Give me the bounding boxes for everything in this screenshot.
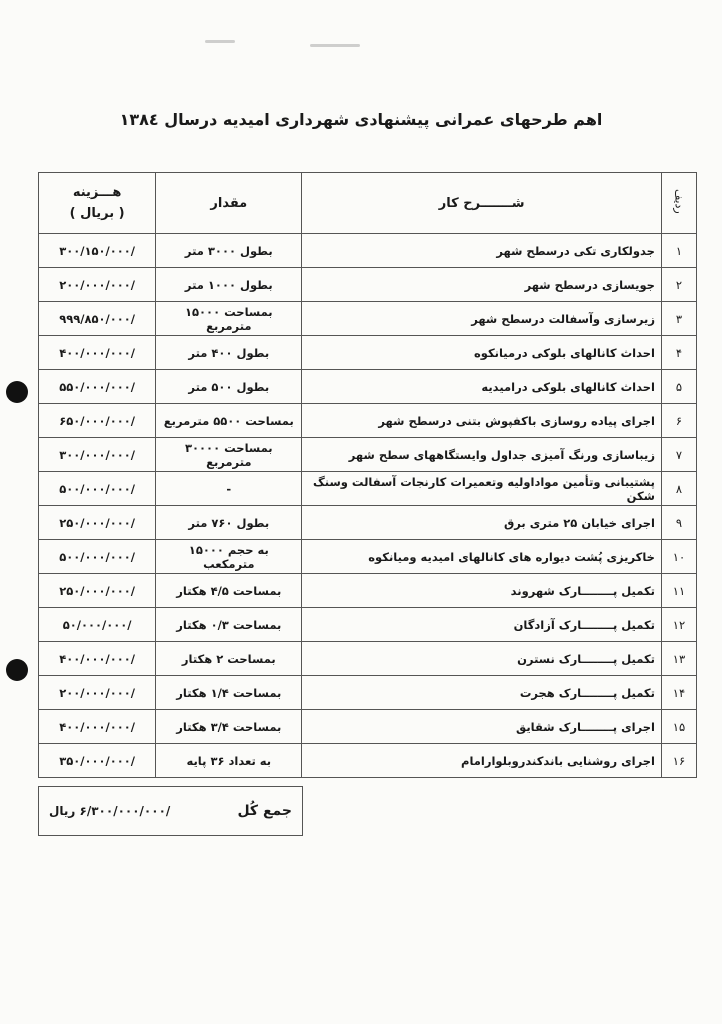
row-quantity: بمساحت ۳۰۰۰۰ مترمربع: [156, 438, 302, 472]
row-description: جویسازی درسطح شهر: [302, 268, 662, 302]
row-description: خاکریزی پُشت دیواره های کانالهای امیدیه ومیانکوه: [302, 540, 662, 574]
punch-hole: [6, 381, 28, 403]
table-row: [39, 574, 697, 608]
row-quantity: به تعداد ۳۶ پایه: [156, 744, 302, 778]
grand-total-value: /۶/۳۰۰/۰۰۰/۰۰۰ ریال: [49, 804, 171, 818]
row-number: ۱۵: [661, 710, 696, 744]
row-number: ۷: [661, 438, 696, 472]
row-cost: ۴۰۰/۰۰۰/۰۰۰/: [39, 710, 156, 744]
row-quantity: بطول ۵۰۰ متر: [156, 370, 302, 404]
scan-smudge: [205, 40, 235, 43]
scan-smudge: [310, 44, 360, 47]
row-quantity: -: [156, 472, 302, 506]
row-number: ۵: [661, 370, 696, 404]
row-cost: ۲۵۰/۰۰۰/۰۰۰/: [39, 506, 156, 540]
row-number: ۴: [661, 336, 696, 370]
row-quantity: بمساحت ۱۵۰۰۰ مترمربع: [156, 302, 302, 336]
row-cost: ۳۵۰/۰۰۰/۰۰۰/: [39, 744, 156, 778]
table-row: [39, 506, 697, 540]
row-number: ۱۱: [661, 574, 696, 608]
row-cost: ۳۰۰/۰۰۰/۰۰۰/: [39, 438, 156, 472]
row-quantity: به حجم ۱۵۰۰۰ مترمکعب: [156, 540, 302, 574]
row-number: ۱۰: [661, 540, 696, 574]
row-number: ۱: [661, 234, 696, 268]
row-cost: ۲۵۰/۰۰۰/۰۰۰/: [39, 574, 156, 608]
row-cost: ۵۵۰/۰۰۰/۰۰۰/: [39, 370, 156, 404]
row-description: اجرای خیابان ۲۵ متری برق: [302, 506, 662, 540]
row-number: ۱۶: [661, 744, 696, 778]
row-description: اجرای پیاده روسازی باکفپوش بتنی درسطح شهر: [302, 404, 662, 438]
row-number: ۳: [661, 302, 696, 336]
row-cost: ۶۵۰/۰۰۰/۰۰۰/: [39, 404, 156, 438]
header-description: شـــــــرح کار: [302, 173, 662, 234]
row-cost: ۵۰۰/۰۰۰/۰۰۰/: [39, 540, 156, 574]
table-row: [39, 676, 697, 710]
row-description: اجرای پــــــــارک شقایق: [302, 710, 662, 744]
row-quantity: بمساحت ۱/۴ هکتار: [156, 676, 302, 710]
table-row: [39, 438, 697, 472]
row-description: زیرسازی وآسفالت درسطح شهر: [302, 302, 662, 336]
projects-table: [38, 172, 697, 778]
row-description: تکمیل پــــــــارک هجرت: [302, 676, 662, 710]
row-cost: ۲۰۰/۰۰۰/۰۰۰/: [39, 676, 156, 710]
row-cost: ۲۰۰/۰۰۰/۰۰۰/: [39, 268, 156, 302]
row-cost: ۳۰۰/۱۵۰/۰۰۰/: [39, 234, 156, 268]
row-number: ۱۳: [661, 642, 696, 676]
row-quantity: بمساحت ۲ هکتار: [156, 642, 302, 676]
row-number: ۱۲: [661, 608, 696, 642]
row-description: تکمیل پــــــــارک آزادگان: [302, 608, 662, 642]
table-row: [39, 710, 697, 744]
row-number: ۶: [661, 404, 696, 438]
table-row: [39, 370, 697, 404]
table-row: [39, 268, 697, 302]
table-header-row: [39, 173, 697, 234]
table-row: [39, 608, 697, 642]
row-quantity: بطول ۴۰۰ متر: [156, 336, 302, 370]
table-row: [39, 404, 697, 438]
row-description: اجرای روشنایی باندکندروبلوارامام: [302, 744, 662, 778]
row-cost: ۵۰/۰۰۰/۰۰۰/: [39, 608, 156, 642]
row-cost: ۹۹۹/۸۵۰/۰۰۰/: [39, 302, 156, 336]
row-description: احداث کانالهای بلوکی درامیدیه: [302, 370, 662, 404]
row-description: جدولکاری تکی درسطح شهر: [302, 234, 662, 268]
grand-total-label: جمع کُل: [237, 803, 292, 819]
row-number: ۱۴: [661, 676, 696, 710]
row-cost: ۵۰۰/۰۰۰/۰۰۰/: [39, 472, 156, 506]
row-description: تکمیل پــــــــارک شهروند: [302, 574, 662, 608]
row-quantity: بمساحت ۰/۳ هکتار: [156, 608, 302, 642]
row-quantity: بمساحت ۳/۴ هکتار: [156, 710, 302, 744]
row-description: احداث کانالهای بلوکی درمیانکوه: [302, 336, 662, 370]
table-row: [39, 336, 697, 370]
row-number: ۸: [661, 472, 696, 506]
row-quantity: بمساحت ۵۵۰۰ مترمربع: [156, 404, 302, 438]
table-row: [39, 744, 697, 778]
table-row: [39, 540, 697, 574]
header-row-number: ردیف: [661, 173, 696, 234]
row-cost: ۴۰۰/۰۰۰/۰۰۰/: [39, 642, 156, 676]
row-cost: ۴۰۰/۰۰۰/۰۰۰/: [39, 336, 156, 370]
row-quantity: بطول ۷۶۰ متر: [156, 506, 302, 540]
header-cost: هـــزینه ( بریال ): [39, 173, 156, 234]
table-row: [39, 302, 697, 336]
row-number: ۲: [661, 268, 696, 302]
table-row: [39, 234, 697, 268]
row-description: تکمیل پــــــــارک نسترن: [302, 642, 662, 676]
table-row: [39, 472, 697, 506]
row-description: پشتیبانی وتأمین مواداولیه وتعمیرات کارنجات آسفالت وسنگ شکن: [302, 472, 662, 506]
row-quantity: بطول ۳۰۰۰ متر: [156, 234, 302, 268]
table-row: [39, 642, 697, 676]
header-quantity: مقدار: [156, 173, 302, 234]
row-number: ۹: [661, 506, 696, 540]
grand-total-box: [38, 786, 303, 836]
row-description: زیباسازی ورنگ آمیزی جداول وایستگاههای سطح شهر: [302, 438, 662, 472]
row-quantity: بطول ۱۰۰۰ متر: [156, 268, 302, 302]
row-quantity: بمساحت ۴/۵ هکتار: [156, 574, 302, 608]
punch-hole: [6, 659, 28, 681]
page-title: اهم طرحهای عمرانی پیشنهادی شهرداری امیدیه درسال ۱۳۸٤: [119, 110, 603, 129]
